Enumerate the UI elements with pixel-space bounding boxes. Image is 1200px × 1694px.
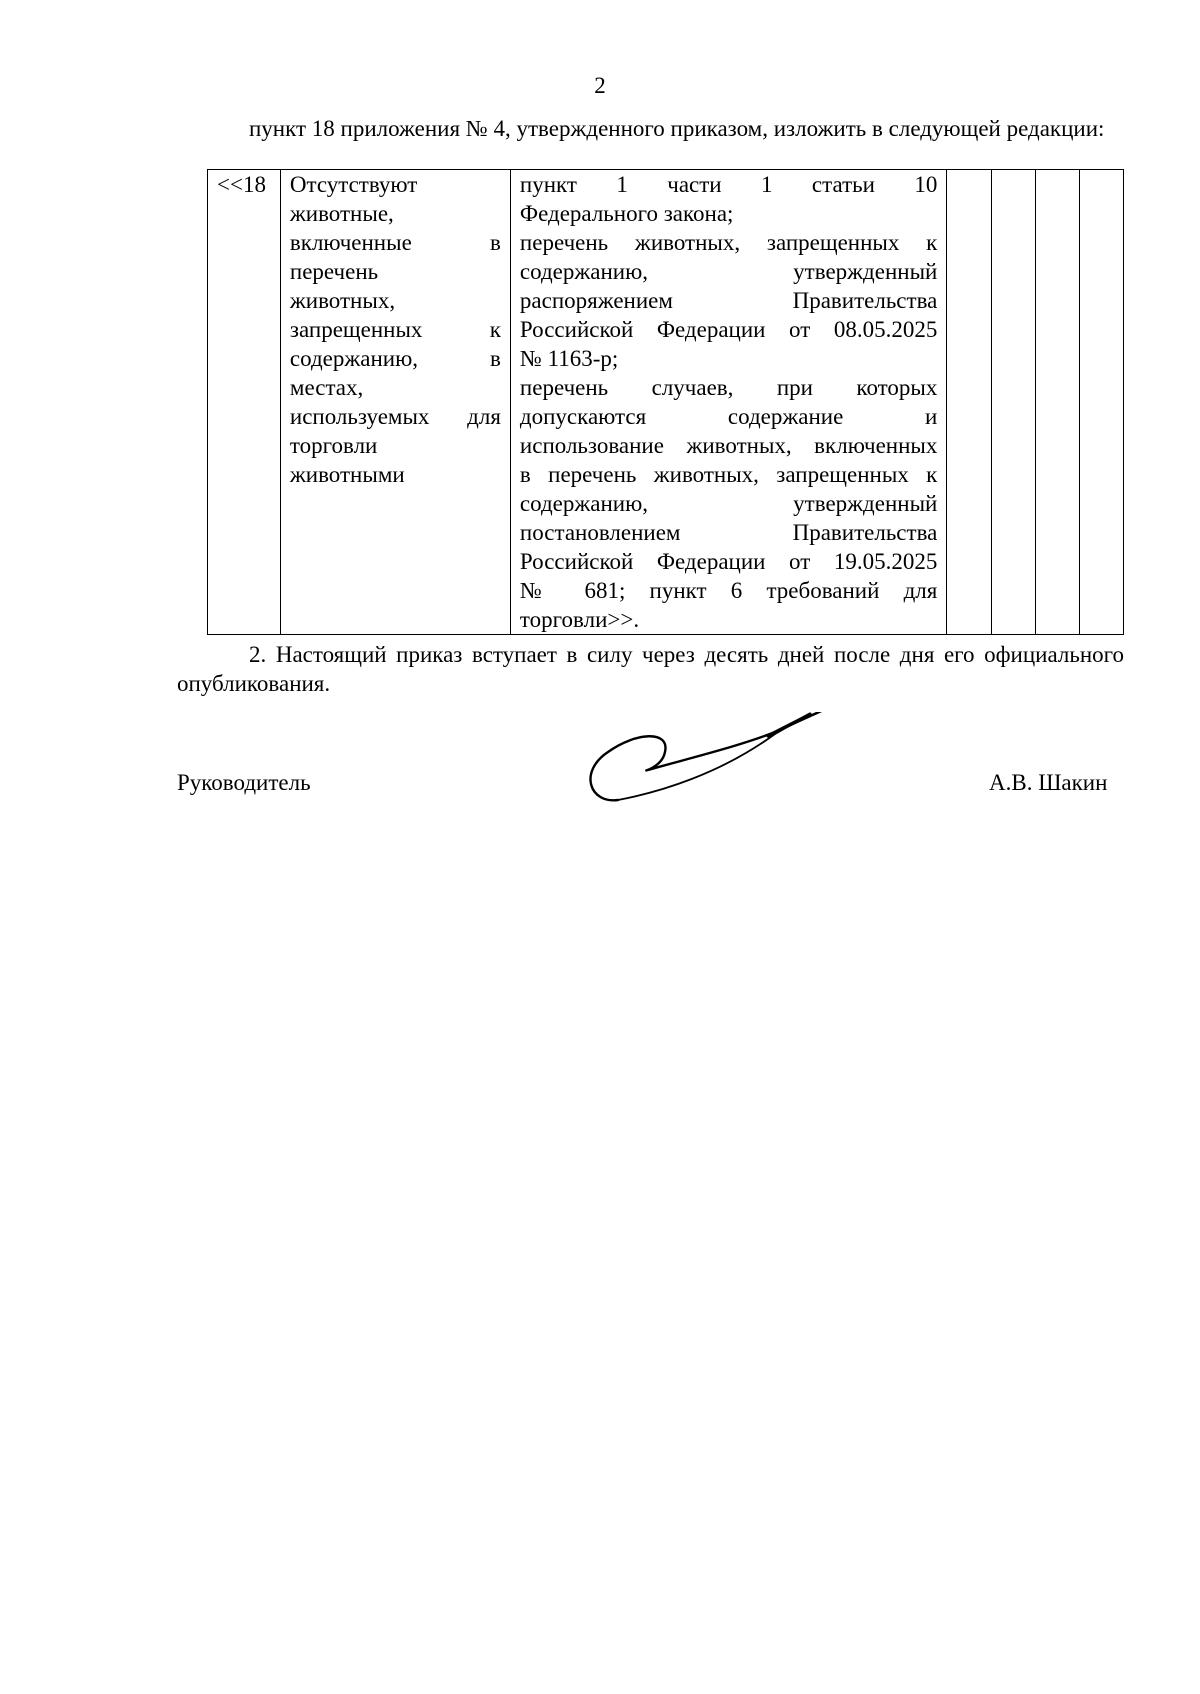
closing-paragraph: 2. Настоящий приказ вступает в силу через десять дней после дня его официального опубликования.: [177, 642, 1124, 696]
legal-act-line: торговли>>.: [519, 607, 640, 632]
legal-act-line: пункт 1 части 1 статьи 10: [519, 172, 938, 197]
legal-act-line: № 1163-р;: [519, 346, 619, 371]
legal-act-line: распоряжением Правительства: [519, 288, 938, 313]
item-number-cell: <<18: [208, 170, 281, 635]
legal-act-line: постановлением Правительства: [519, 520, 938, 545]
requirement-line: животные,: [289, 201, 394, 226]
legal-act-line: использование животных, включенных: [519, 433, 938, 458]
legal-act-line: перечень случаев, при которых: [519, 375, 938, 400]
signatory-position: Руководитель: [177, 770, 311, 795]
empty-cell: [947, 170, 991, 635]
page-number: 2: [594, 73, 606, 98]
requirement-line: содержанию, в: [289, 346, 501, 371]
requirement-line: используемых для: [289, 404, 501, 429]
handwritten-signature: [570, 712, 840, 822]
legal-act-line: перечень животных, запрещенных к: [519, 230, 938, 255]
requirements-table: [207, 169, 1124, 635]
empty-cell: [991, 170, 1035, 635]
legal-acts-cell: [510, 170, 946, 635]
requirement-line: местах,: [289, 375, 364, 400]
legal-act-line: содержанию, утвержденный: [519, 259, 938, 284]
legal-act-line: в перечень животных, запрещенных к: [519, 462, 938, 487]
legal-act-line: Российской Федерации от 08.05.2025: [519, 317, 938, 342]
legal-act-line: Российской Федерации от 19.05.2025: [519, 549, 938, 574]
table-row: [208, 170, 1124, 635]
legal-act-line: Федерального закона;: [519, 201, 734, 226]
legal-act-line: № 681; пункт 6 требований для: [519, 578, 938, 603]
legal-act-line: допускаются содержание и: [519, 404, 938, 429]
intro-paragraph: пункт 18 приложения № 4, утвержденного приказом, изложить в следующей редакции:: [249, 116, 1105, 141]
requirement-line: животных,: [289, 288, 396, 313]
requirement-line: включенные в: [289, 230, 501, 255]
legal-act-line: содержанию, утвержденный: [519, 491, 938, 516]
empty-cell: [1079, 170, 1123, 635]
signatory-name: А.В. Шакин: [989, 770, 1108, 795]
requirement-line: Отсутствуют: [289, 172, 418, 197]
empty-cell: [1035, 170, 1079, 635]
requirement-line: торговли: [289, 433, 378, 458]
requirement-cell: [280, 170, 510, 635]
requirement-line: животными: [289, 462, 405, 487]
requirement-line: запрещенных к: [289, 317, 501, 342]
requirement-line: перечень: [289, 259, 379, 284]
